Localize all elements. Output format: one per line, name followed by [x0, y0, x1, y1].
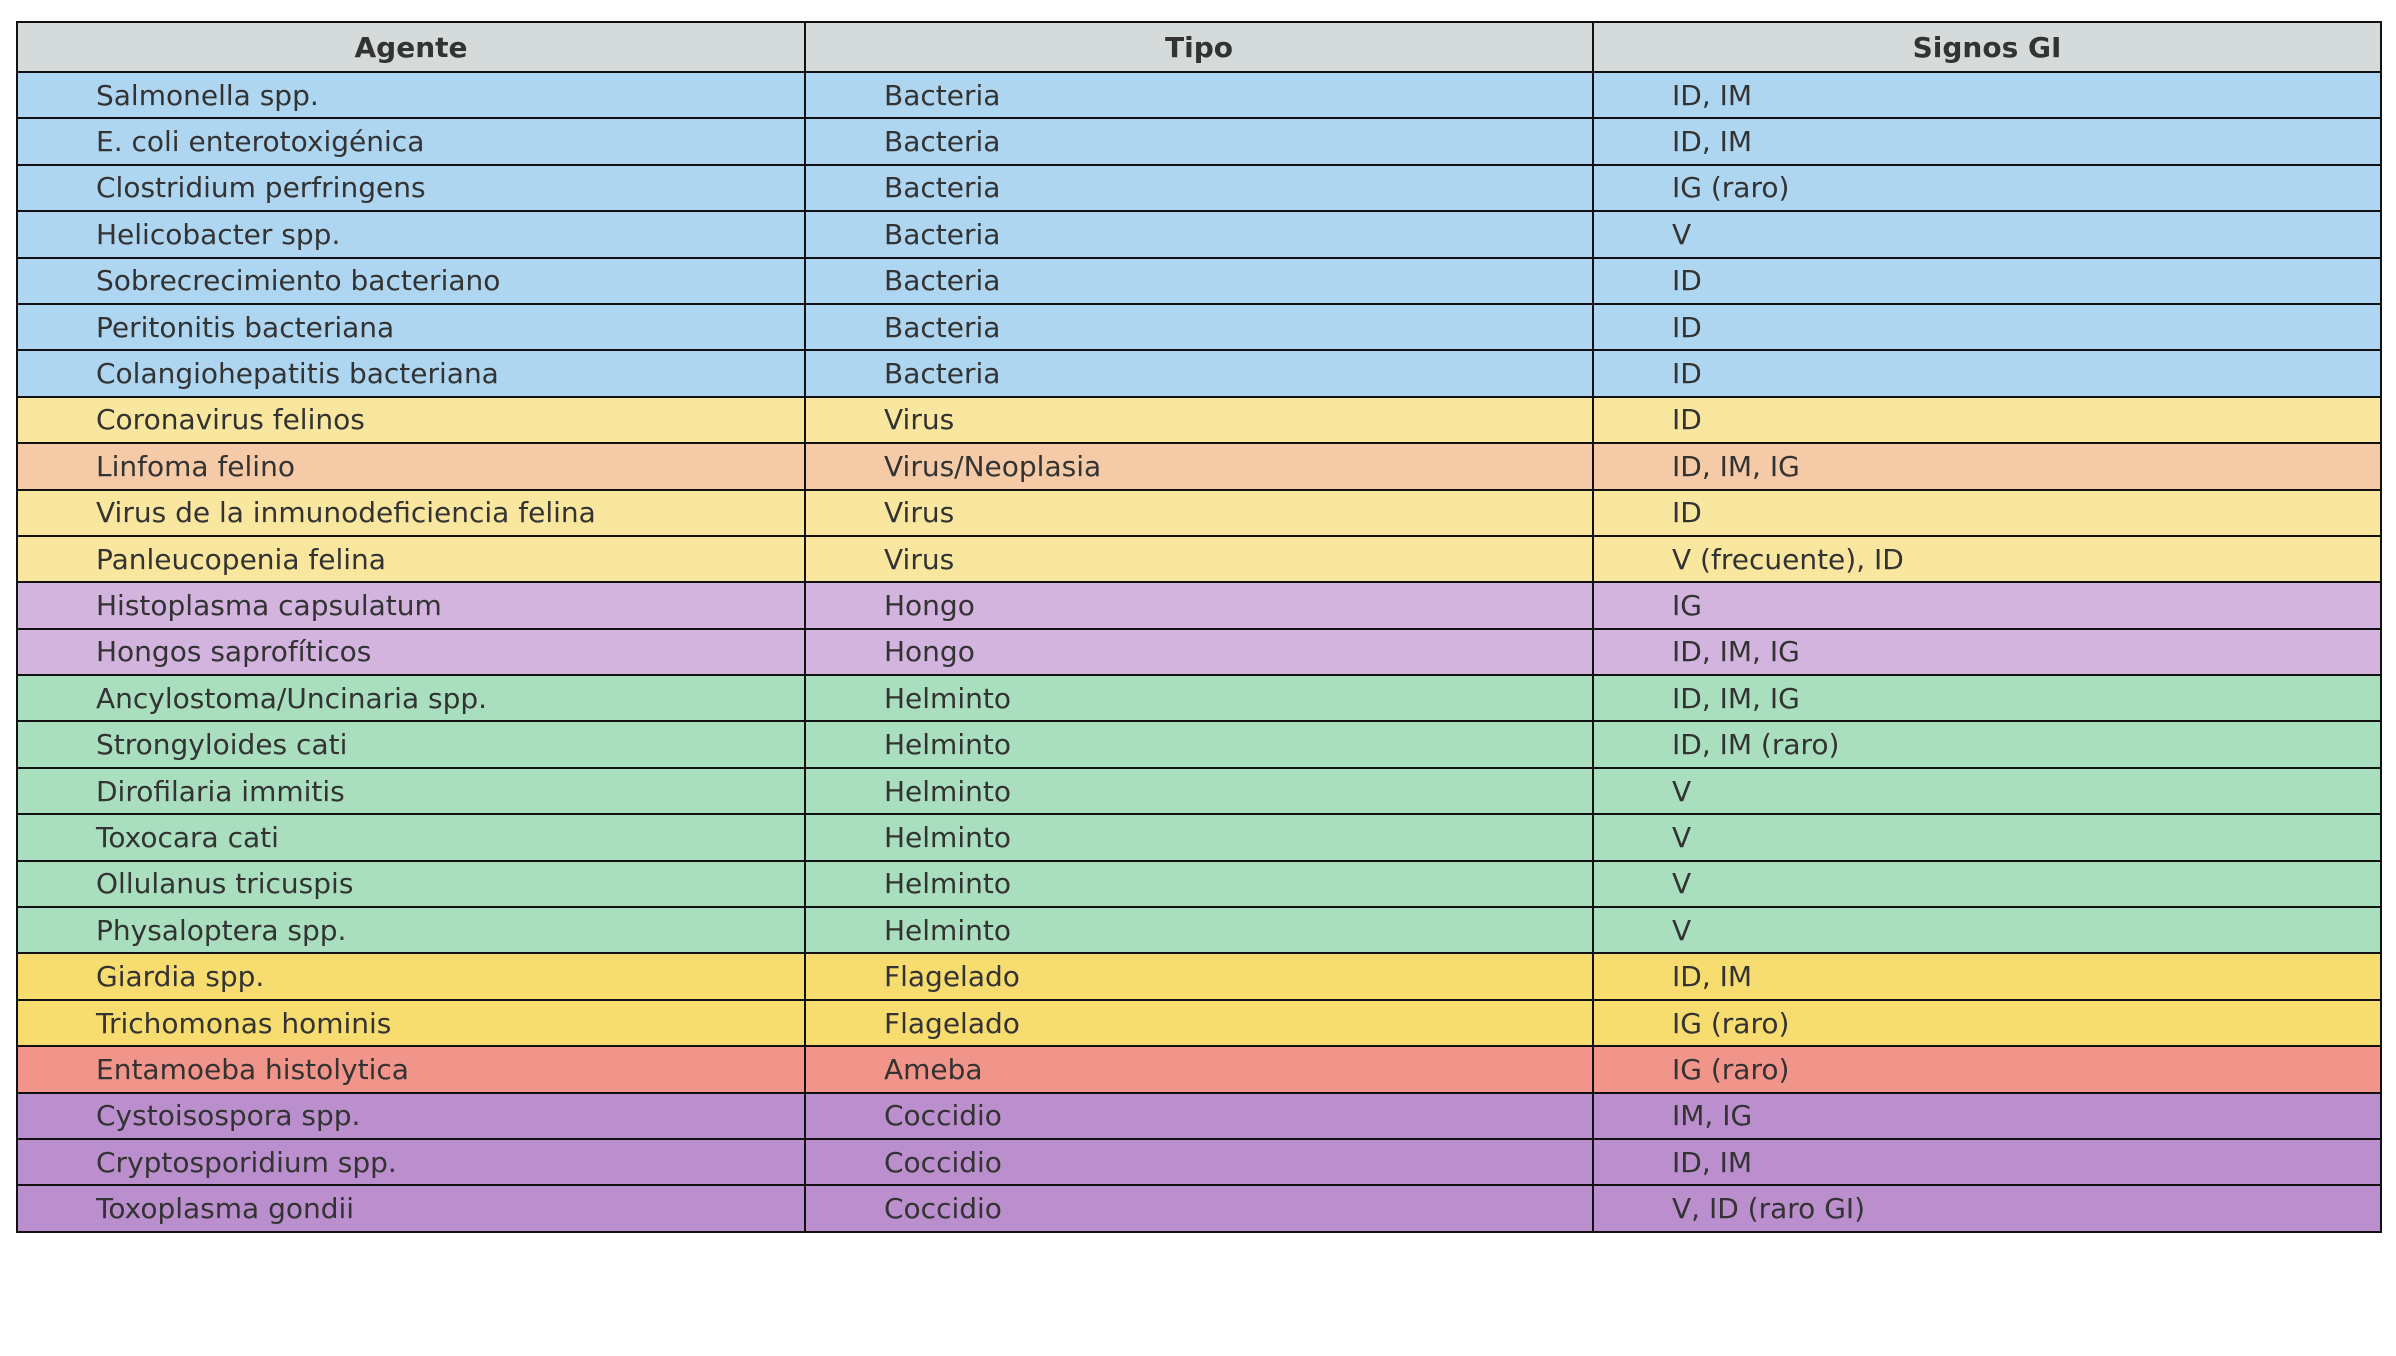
cell-tipo: Ameba	[805, 1046, 1593, 1092]
table-row	[17, 1093, 2381, 1139]
cell-agente: Ollulanus tricuspis	[17, 861, 805, 907]
cell-signos-gi: IG (raro)	[1593, 1000, 2381, 1046]
cell-signos-gi: ID, IM	[1593, 72, 2381, 118]
table-row	[17, 490, 2381, 536]
agents-table-container	[16, 21, 2380, 1233]
table-row	[17, 629, 2381, 675]
cell-tipo: Coccidio	[805, 1185, 1593, 1231]
cell-tipo: Flagelado	[805, 1000, 1593, 1046]
table-row	[17, 721, 2381, 767]
cell-signos-gi: ID, IM, IG	[1593, 443, 2381, 489]
table-row	[17, 1139, 2381, 1185]
cell-signos-gi: ID, IM (raro)	[1593, 721, 2381, 767]
cell-agente: Dirofilaria immitis	[17, 768, 805, 814]
cell-agente: Toxocara cati	[17, 814, 805, 860]
table-row	[17, 118, 2381, 164]
cell-tipo: Bacteria	[805, 304, 1593, 350]
table-row	[17, 907, 2381, 953]
cell-agente: Giardia spp.	[17, 953, 805, 999]
table-row	[17, 211, 2381, 257]
cell-tipo: Virus	[805, 536, 1593, 582]
table-row	[17, 814, 2381, 860]
table-row	[17, 1000, 2381, 1046]
cell-agente: Sobrecrecimiento bacteriano	[17, 258, 805, 304]
cell-agente: Panleucopenia felina	[17, 536, 805, 582]
cell-signos-gi: ID	[1593, 258, 2381, 304]
table-row	[17, 768, 2381, 814]
cell-agente: Colangiohepatitis bacteriana	[17, 350, 805, 396]
table-header-row	[17, 22, 2381, 72]
cell-agente: Trichomonas hominis	[17, 1000, 805, 1046]
cell-agente: Cryptosporidium spp.	[17, 1139, 805, 1185]
cell-signos-gi: IG (raro)	[1593, 1046, 2381, 1092]
cell-signos-gi: V	[1593, 211, 2381, 257]
cell-signos-gi: ID	[1593, 397, 2381, 443]
cell-signos-gi: IG (raro)	[1593, 165, 2381, 211]
cell-agente: Helicobacter spp.	[17, 211, 805, 257]
cell-agente: Toxoplasma gondii	[17, 1185, 805, 1231]
cell-tipo: Hongo	[805, 629, 1593, 675]
cell-tipo: Helminto	[805, 721, 1593, 767]
cell-agente: Cystoisospora spp.	[17, 1093, 805, 1139]
cell-signos-gi: ID	[1593, 350, 2381, 396]
cell-signos-gi: V	[1593, 907, 2381, 953]
table-row	[17, 350, 2381, 396]
cell-signos-gi: ID, IM, IG	[1593, 629, 2381, 675]
cell-tipo: Bacteria	[805, 350, 1593, 396]
cell-agente: Ancylostoma/Uncinaria spp.	[17, 675, 805, 721]
cell-tipo: Helminto	[805, 814, 1593, 860]
cell-agente: Peritonitis bacteriana	[17, 304, 805, 350]
table-row	[17, 258, 2381, 304]
agents-table	[16, 21, 2382, 1233]
table-row	[17, 304, 2381, 350]
cell-signos-gi: V	[1593, 814, 2381, 860]
cell-tipo: Coccidio	[805, 1139, 1593, 1185]
cell-agente: Histoplasma capsulatum	[17, 582, 805, 628]
cell-tipo: Bacteria	[805, 72, 1593, 118]
cell-tipo: Helminto	[805, 768, 1593, 814]
table-row	[17, 861, 2381, 907]
cell-tipo: Coccidio	[805, 1093, 1593, 1139]
cell-tipo: Bacteria	[805, 118, 1593, 164]
table-row	[17, 443, 2381, 489]
cell-signos-gi: ID, IM	[1593, 1139, 2381, 1185]
cell-signos-gi: ID, IM, IG	[1593, 675, 2381, 721]
table-row	[17, 953, 2381, 999]
cell-tipo: Bacteria	[805, 165, 1593, 211]
table-row	[17, 582, 2381, 628]
cell-tipo: Flagelado	[805, 953, 1593, 999]
table-row	[17, 1185, 2381, 1231]
cell-agente: Linfoma felino	[17, 443, 805, 489]
cell-agente: Salmonella spp.	[17, 72, 805, 118]
cell-tipo: Helminto	[805, 675, 1593, 721]
cell-tipo: Bacteria	[805, 258, 1593, 304]
cell-agente: Physaloptera spp.	[17, 907, 805, 953]
cell-tipo: Virus/Neoplasia	[805, 443, 1593, 489]
cell-tipo: Helminto	[805, 907, 1593, 953]
cell-tipo: Bacteria	[805, 211, 1593, 257]
cell-signos-gi: V, ID (raro GI)	[1593, 1185, 2381, 1231]
table-row	[17, 397, 2381, 443]
table-row	[17, 536, 2381, 582]
header-agente: Agente	[17, 22, 805, 72]
cell-signos-gi: ID	[1593, 304, 2381, 350]
cell-signos-gi: IG	[1593, 582, 2381, 628]
table-row	[17, 165, 2381, 211]
cell-signos-gi: V	[1593, 768, 2381, 814]
cell-tipo: Virus	[805, 490, 1593, 536]
table-row	[17, 72, 2381, 118]
cell-agente: Clostridium perfringens	[17, 165, 805, 211]
cell-tipo: Virus	[805, 397, 1593, 443]
cell-agente: Hongos saprofíticos	[17, 629, 805, 675]
cell-signos-gi: ID, IM	[1593, 953, 2381, 999]
cell-agente: E. coli enterotoxigénica	[17, 118, 805, 164]
cell-signos-gi: ID, IM	[1593, 118, 2381, 164]
cell-signos-gi: V	[1593, 861, 2381, 907]
cell-agente: Coronavirus felinos	[17, 397, 805, 443]
table-row	[17, 675, 2381, 721]
header-tipo: Tipo	[805, 22, 1593, 72]
table-row	[17, 1046, 2381, 1092]
cell-signos-gi: ID	[1593, 490, 2381, 536]
cell-signos-gi: V (frecuente), ID	[1593, 536, 2381, 582]
cell-tipo: Helminto	[805, 861, 1593, 907]
cell-agente: Virus de la inmunodeficiencia felina	[17, 490, 805, 536]
cell-agente: Entamoeba histolytica	[17, 1046, 805, 1092]
cell-signos-gi: IM, IG	[1593, 1093, 2381, 1139]
cell-agente: Strongyloides cati	[17, 721, 805, 767]
cell-tipo: Hongo	[805, 582, 1593, 628]
header-signos-gi: Signos GI	[1593, 22, 2381, 72]
table-body	[17, 72, 2381, 1232]
